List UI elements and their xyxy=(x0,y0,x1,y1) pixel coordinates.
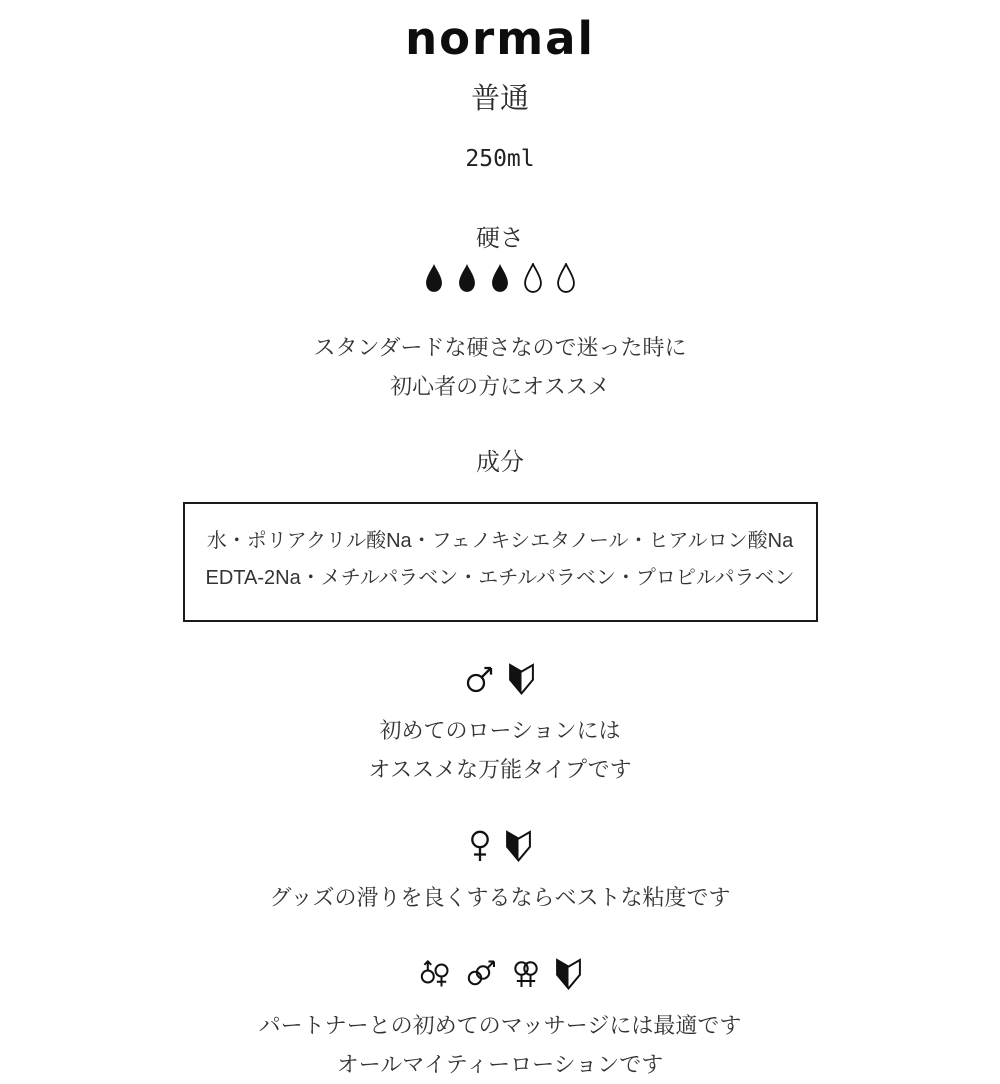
product-volume: 250ml xyxy=(465,146,535,172)
hardness-description-line: スタンダードな硬さなので迷った時に xyxy=(313,335,687,360)
audience-description xyxy=(0,1006,1000,1084)
beginner-icon xyxy=(505,830,532,862)
audience-description-line: グッズの滑りを良くするならベストな粘度です xyxy=(269,885,731,910)
droplet-empty-icon xyxy=(522,263,544,293)
product-title: normal xyxy=(405,12,595,65)
hetero-couple-icon xyxy=(419,959,451,989)
audience-section-couples xyxy=(0,957,1000,1084)
female-couple-icon xyxy=(510,959,542,989)
audience-description xyxy=(0,711,1000,789)
ingredients-label: 成分 xyxy=(476,449,524,476)
audience-section-female xyxy=(0,829,1000,917)
droplet-filled-icon xyxy=(456,263,478,293)
audience-icons-row xyxy=(0,829,1000,863)
audience-section-male xyxy=(0,662,1000,789)
audience-description xyxy=(0,878,1000,917)
audience-description-line: オススメな万能タイプです xyxy=(368,757,632,782)
hardness-description-line: 初心者の方にオススメ xyxy=(390,374,610,399)
droplet-filled-icon xyxy=(489,263,511,293)
hardness-label: 硬さ xyxy=(476,225,524,252)
ingredients-box xyxy=(183,502,818,622)
hardness-description xyxy=(0,328,1000,406)
female-icon xyxy=(468,830,492,862)
droplet-filled-icon xyxy=(423,263,445,293)
audience-description-line: オールマイティーローションです xyxy=(336,1052,664,1077)
product-subtitle-japanese: 普通 xyxy=(470,83,529,115)
hardness-rating xyxy=(0,262,1000,294)
audience-icons-row xyxy=(0,957,1000,991)
droplet-empty-icon xyxy=(555,263,577,293)
male-couple-icon xyxy=(464,959,497,989)
male-icon xyxy=(465,664,495,694)
ingredients-line: EDTA-2Na・メチルパラベン・エチルパラベン・プロピルパラベン xyxy=(205,567,795,589)
audience-description-line: 初めてのローションには xyxy=(379,718,621,743)
audience-description-line: パートナーとの初めてのマッサージには最適です xyxy=(258,1013,742,1038)
audience-icons-row xyxy=(0,662,1000,696)
beginner-icon xyxy=(555,958,582,990)
beginner-icon xyxy=(508,663,535,695)
ingredients-line: 水・ポリアクリル酸Na・フェノキシエタノール・ヒアルロン酸Na xyxy=(206,530,794,552)
